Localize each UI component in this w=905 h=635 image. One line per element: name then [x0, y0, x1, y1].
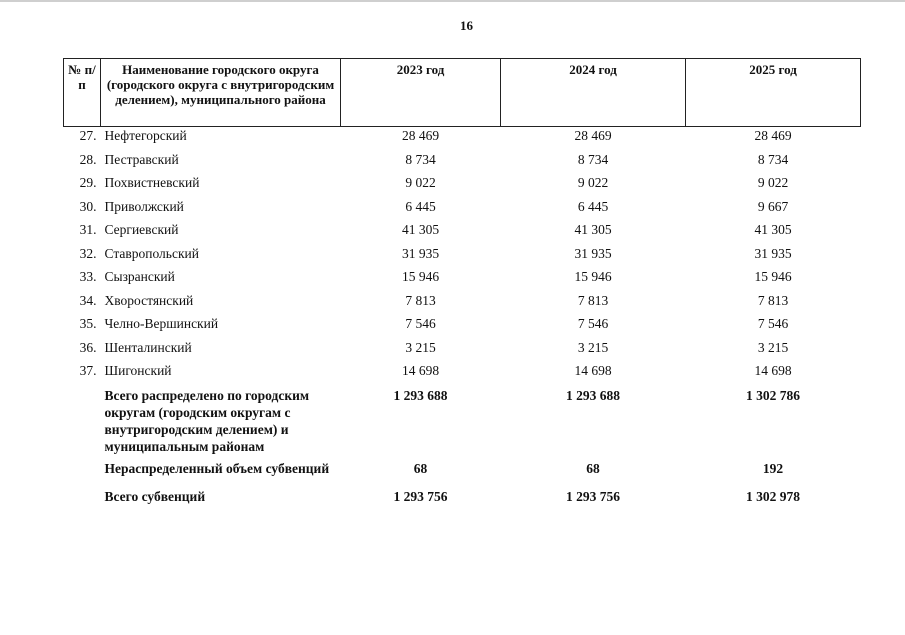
row-number: 29. — [79, 175, 97, 190]
row-number: 34. — [79, 292, 97, 308]
row-name: Хворостянский — [104, 292, 194, 308]
table-row — [64, 151, 861, 175]
grand-total-2025: 1 302 978 — [746, 489, 800, 504]
row-value-2024: 7 813 — [577, 292, 609, 308]
row-name: Сызранский — [104, 269, 175, 284]
row-name: Нефтегорский — [104, 128, 187, 143]
row-value-2023: 6 445 — [405, 198, 436, 214]
row-value-2025: 3 215 — [757, 339, 789, 355]
undistributed-2023: 68 — [413, 460, 428, 476]
row-value-2023: 8 734 — [405, 151, 436, 167]
row-number: 33. — [79, 269, 97, 284]
grand-total-row — [64, 487, 861, 516]
row-number: 28. — [79, 151, 97, 167]
table-row — [64, 268, 861, 292]
row-value-2024: 41 305 — [574, 222, 612, 237]
undistributed-row — [64, 459, 861, 488]
row-name: Ставропольский — [104, 245, 199, 261]
total-distributed-label: Всего распределено по городским округам (городским округам с внутригородским делением) и муниципальным районам — [104, 387, 310, 454]
row-value-2025: 7 813 — [757, 292, 789, 308]
grand-total-2024: 1 293 756 — [566, 489, 620, 504]
table-row — [64, 315, 861, 339]
row-value-2025: 7 546 — [757, 316, 789, 331]
row-value-2024: 15 946 — [574, 269, 612, 284]
row-number-empty — [64, 459, 101, 488]
table-row — [64, 362, 861, 386]
row-name: Сергиевский — [104, 222, 179, 237]
row-number: 37. — [79, 363, 97, 378]
row-number: 30. — [79, 198, 97, 214]
row-number: 31. — [79, 222, 97, 237]
table-row — [64, 292, 861, 316]
row-number: 32. — [79, 245, 97, 261]
row-value-2024: 8 734 — [577, 151, 609, 167]
table-row — [64, 339, 861, 363]
undistributed-2024: 68 — [586, 460, 600, 476]
total-distributed-2023: 1 293 688 — [393, 387, 448, 403]
total-distributed-2024: 1 293 688 — [566, 387, 620, 403]
row-name: Шигонский — [104, 363, 172, 378]
row-value-2025: 41 305 — [754, 222, 792, 237]
row-value-2025: 15 946 — [754, 269, 792, 284]
row-value-2023: 15 946 — [401, 269, 440, 284]
row-number: 36. — [79, 339, 97, 355]
row-name: Похвистневский — [104, 175, 200, 190]
row-name: Пестравский — [104, 151, 179, 167]
row-value-2024: 14 698 — [574, 363, 612, 378]
row-name: Приволжский — [104, 198, 184, 214]
undistributed-label: Нераспределенный объем субвенций — [104, 460, 330, 476]
row-value-2025: 31 935 — [754, 245, 792, 261]
row-value-2023: 3 215 — [405, 339, 436, 355]
table-row — [64, 221, 861, 245]
table-header — [64, 59, 861, 127]
row-value-2024: 9 022 — [577, 175, 609, 190]
row-value-2025: 9 667 — [757, 198, 789, 214]
row-value-2023: 9 022 — [405, 175, 436, 190]
row-value-2024: 7 546 — [577, 316, 609, 331]
row-value-2024: 31 935 — [574, 245, 612, 261]
header-year-2023: 2023 год — [341, 59, 501, 127]
row-value-2023: 31 935 — [401, 245, 440, 261]
table-row — [64, 127, 861, 151]
row-number: 27. — [79, 128, 97, 143]
row-number: 35. — [79, 316, 97, 331]
row-name: Челно-Вершинский — [104, 316, 219, 331]
row-value-2023: 7 546 — [405, 316, 436, 331]
row-number-empty — [64, 386, 101, 459]
row-value-2025: 9 022 — [757, 175, 789, 190]
page-number: 16 — [460, 18, 473, 33]
row-value-2025: 14 698 — [754, 363, 792, 378]
header-year-2024: 2024 год — [501, 59, 686, 127]
table-row — [64, 245, 861, 269]
row-value-2025: 28 469 — [754, 128, 792, 143]
total-distributed-row — [64, 386, 861, 459]
row-value-2024: 3 215 — [577, 339, 609, 355]
row-value-2023: 7 813 — [405, 292, 436, 308]
row-value-2024: 6 445 — [577, 198, 609, 214]
grand-total-label: Всего субвенций — [104, 489, 206, 504]
table-body — [64, 127, 861, 516]
row-value-2024: 28 469 — [574, 128, 612, 143]
row-value-2025: 8 734 — [757, 151, 789, 167]
table-row — [64, 198, 861, 222]
row-value-2023: 41 305 — [401, 222, 440, 237]
undistributed-2025: 192 — [762, 460, 784, 476]
row-value-2023: 28 469 — [401, 128, 440, 143]
row-value-2023: 14 698 — [401, 363, 440, 378]
header-num: № п/п — [64, 59, 101, 127]
total-distributed-2025: 1 302 786 — [746, 387, 800, 403]
header-name: Наименование городского округа (городского округа с внутригородским делением), муниципального района — [101, 59, 341, 127]
row-name: Шенталинский — [104, 339, 192, 355]
table-row — [64, 174, 861, 198]
grand-total-2023: 1 293 756 — [393, 489, 448, 504]
row-number-empty — [64, 487, 101, 516]
page-top-edge — [0, 0, 905, 2]
subsidy-table — [63, 58, 861, 516]
header-year-2025: 2025 год — [686, 59, 861, 127]
